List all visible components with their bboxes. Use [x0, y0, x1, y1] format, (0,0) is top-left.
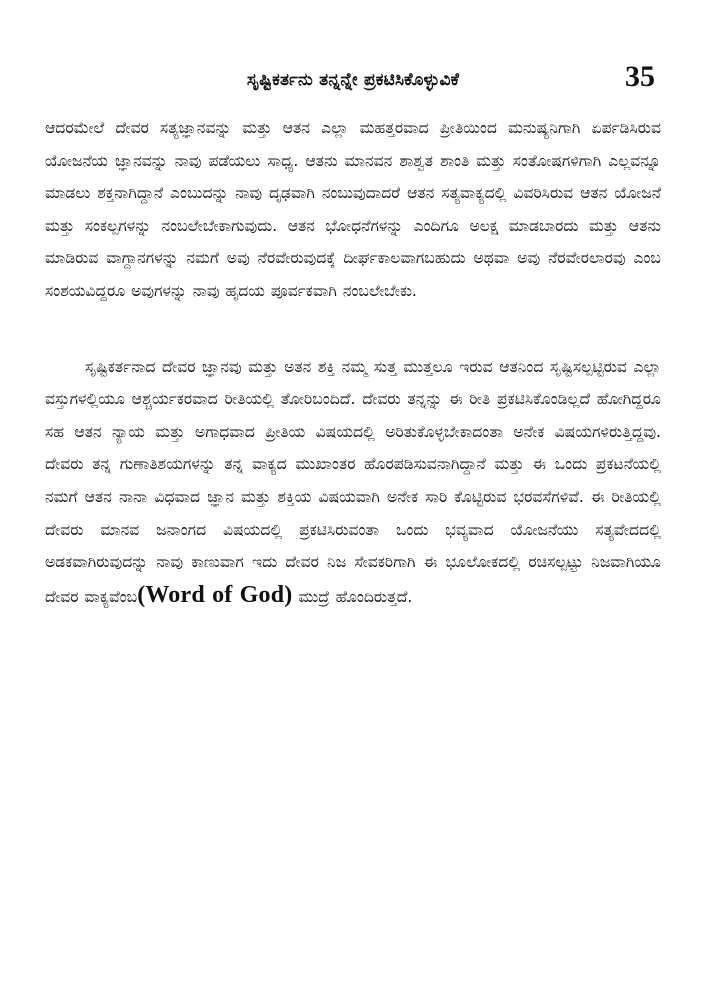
paragraph-2 [45, 351, 661, 614]
body-text [45, 112, 661, 613]
paragraph-2-closing: ಮುದ್ರೆ ಹೊಂದಿರುತ್ತದೆ. [292, 587, 413, 606]
page-header [45, 58, 661, 106]
paragraph-1: ಆದರಮೇಲೆ ದೇವರ ಸತ್ಯಜ್ಞಾನವನ್ನು ಮತ್ತು ಆತನ ಎಲ್ಲಾ ಮಹತ್ತರವಾದ ಪ್ರೀತಿಯಿಂದ ಮನುಷ್ಯನಿಗಾಗಿ ಏರ್ಪಡಿಸಿರುವ ಯೋಜನೆಯ ಜ್ಞಾನವನ್ನು ನಾವು ಪಡೆಯಲು ಸಾಧ್ಯ. ಆತನು ಮಾನವನ ಶಾಶ್ವತ ಶಾಂತಿ ಮತ್ತು ಸಂತೋಷಗಳಿಗಾಗಿ ಎಲ್ಲವನ್ನೂ ಮಾಡಲು ಶಕ್ತನಾಗಿದ್ದಾನೆ ಎಂಬುದನ್ನು ನಾವು ದೃಢವಾಗಿ ನಂಬುವುದಾದರೆ ಆತನ ಸತ್ಯವಾಕ್ಯದಲ್ಲಿ ವಿವರಿಸಿರುವ ಆತನ ಯೋಜನೆ ಮತ್ತು ಸಂಕಲ್ಪಗಳನ್ನು ನಂಬಲೇಬೇಕಾಗುವುದು. ಆತನ ಭೋಧನೆಗಳನ್ನು ಎಂದಿಗೂ ಅಲಕ್ಷ ಮಾಡಬಾರದು ಮತ್ತು ಆತನು ಮಾಡಿರುವ ವಾಗ್ದಾನಗಳನ್ನು ನಮಗೆ ಅವು ನೆರವೇರುವುದಕ್ಕೆ ದೀರ್ಘಕಾಲವಾಗಬಹುದು ಅಥವಾ ಅವು ನೆರವೇರಲಾರವು ಎಂಬ ಸಂಶಯವಿದ್ದರೂ ಅವುಗಳನ್ನು ನಾವು ಹೃದಯ ಪೂರ್ವಕವಾಗಿ ನಂಬಲೇಬೇಕು. [45, 119, 661, 300]
running-title: ಸೃಷ್ಟಿಕರ್ತನು ತನ್ನನ್ನೇ ಪ್ರಕಟಿಸಿಕೊಳ್ಳುವಿಕೆ [246, 70, 460, 90]
page-number: 35 [625, 60, 655, 93]
word-of-god-phrase: (Word of God) [137, 581, 293, 608]
paragraph-2-text: ಸೃಷ್ಟಿಕರ್ತನಾದ ದೇವರ ಜ್ಞಾನವು ಮತ್ತು ಅತನ ಶಕ್ತಿ ನಮ್ಮ ಸುತ್ತ ಮುತ್ತಲೂ ಇರುವ ಆತನಿಂದ ಸೃಷ್ಟಿಸಲ್ಪಟ್ಟಿರುವ ಎಲ್ಲಾ ವಸ್ತುಗಳಲ್ಲಿಯೂ ಆಶ್ಚರ್ಯಕರವಾದ ರೀತಿಯಲ್ಲಿ ತೋರಿಬಂದಿದೆ. ದೇವರು ತನ್ನನ್ನು ಈ ರೀತಿ ಪ್ರಕಟಿಸಿಕೊಂಡಿಲ್ಲದೆ ಹೋಗಿದ್ದರೂ ಸಹ ಆತನ ನ್ಯಾಯ ಮತ್ತು ಅಗಾಧವಾದ ಪ್ರೀತಿಯ ವಿಷಯದಲ್ಲಿ ಅರಿತುಕೊಳ್ಳಬೇಕಾದಂತಾ ಅನೇಕ ವಿಷಯಗಳಿರುತ್ತಿದ್ದವು. ದೇವರು ತನ್ನ ಗುಣಾತಿಶಯಗಳನ್ನು ತನ್ನ ವಾಕ್ಯದ ಮುಖಾಂತರ ಹೊರಪಡಿಸುವನಾಗಿದ್ದಾನೆ ಮತ್ತು ಈ ಒಂದು ಪ್ರಕಟನೆಯಲ್ಲಿ ನಮಗೆ ಆತನ ನಾನಾ ವಿಧವಾದ ಜ್ಞಾನ ಮತ್ತು ಶಕ್ತಿಯ ವಿಷಯವಾಗಿ ಅನೇಕ ಸಾರಿ ಕೊಟ್ಟಿರುವ ಭರವಸೆಗಳಿವೆ. ಈ ರೀತಿಯಲ್ಲಿ ದೇವರು ಮಾನವ ಜನಾಂಗದ ವಿಷಯದಲ್ಲಿ ಪ್ರಕಟಿಸಿರುವಂತಾ ಒಂದು ಭವ್ಯವಾದ ಯೋಜನೆಯು ಸತ್ಯವೇದದಲ್ಲಿ ಅಡಕವಾಗಿರುವುದನ್ನು ನಾವು ಕಾಣುವಾಗ ಇದು ದೇವರ ನಿಜ ಸೇವಕರಿಗಾಗಿ ಈ ಭೂಲೋಕದಲ್ಲಿ ರಚಿಸಲ್ಪಟ್ಟು ನಿಜವಾಗಿಯೂ ದೇವರ ವಾಕ್ಯವೆಂಬ [45, 357, 661, 606]
